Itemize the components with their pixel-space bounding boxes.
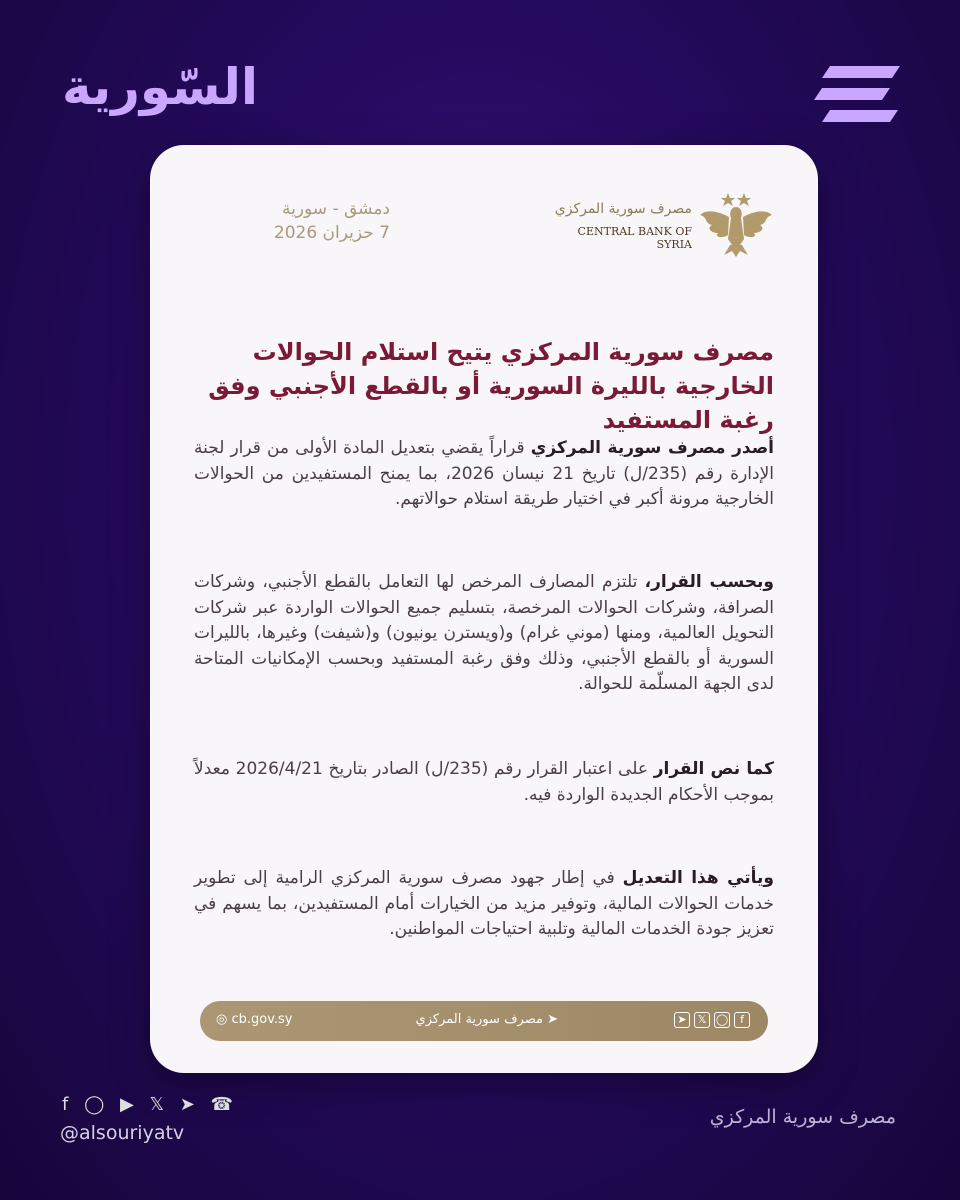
- social-handle: @alsouriyatv: [60, 1122, 185, 1144]
- paragraph-text: في إطار جهود مصرف سورية المركزي الرامية إلى تطوير خدمات الحوالات المالية، وتوفير مزيد من الخيارات أمام المستفيدين، بما يسهم في تعزيز جودة الخدمات المالية وتلبية احتياجات المواطنين.: [194, 868, 774, 939]
- paragraph-text: قراراً يقضي بتعديل المادة الأولى من قرار لجنة الإدارة رقم (235/ل) تاريخ 21 نيسان 2026، بما يمنح المستفيدين من الحوالات الخارجية مرونة أكبر في اختيار طريقة استلام حوالاتهم.: [194, 438, 775, 509]
- paragraph-lead: وبحسب القرار،: [644, 572, 774, 592]
- bottom-social-icons: [62, 1094, 243, 1115]
- x-icon[interactable]: 𝕏: [149, 1094, 165, 1115]
- website-text: cb.gov.sy: [231, 1012, 293, 1027]
- paragraph-text: تلتزم المصارف المرخص لها التعامل بالقطع الأجنبي، وشركات الصرافة، وشركات الحوالات المرخصة، بتسليم جميع الحوالات الواردة عبر شركات التحويل العالمية، ومنها (موني غرام) و(ويسترن يونيون) و(شيفت) وغيرها، بالليرات السورية أو بالقطع الأجنبي، وذلك وفق رغبة المستفيد وبحسب الإمكانيات المتاحة لدى الجهة المسلّمة للحوالة.: [194, 572, 774, 694]
- instagram-icon[interactable]: ◯: [84, 1094, 105, 1115]
- footer-name-text: مصرف سورية المركزي: [415, 1012, 543, 1027]
- paragraph-3: [194, 757, 774, 808]
- headline: مصرف سورية المركزي يتيح استلام الحوالات الخارجية بالليرة السورية أو بالقطع الأجنبي وفق رغبة المستفيد: [208, 338, 774, 434]
- paragraph-text: على اعتبار القرار رقم (235/ل) الصادر بتاريخ 2026/4/21 معدلاً بموجب الأحكام الجديدة الواردة فيه.: [194, 759, 774, 805]
- announcement-card: [150, 145, 818, 1073]
- eagle-icon: [698, 189, 774, 259]
- paragraph-2: [194, 570, 774, 698]
- youtube-icon[interactable]: ▶: [119, 1094, 134, 1115]
- paragraph-lead: ويأتي هذا التعديل: [622, 868, 774, 888]
- card-footer: [200, 1001, 768, 1041]
- bottom-bank-name: مصرف سورية المركزي: [709, 1106, 896, 1128]
- footer-bank-name: ➤ مصرف سورية المركزي: [415, 1012, 558, 1027]
- bank-name-en: CENTRAL BANK OF SYRIA: [577, 225, 692, 251]
- instagram-icon[interactable]: ◯: [715, 1013, 729, 1026]
- facebook-icon[interactable]: f: [62, 1094, 69, 1115]
- paragraph-lead: أصدر مصرف سورية المركزي: [530, 438, 774, 458]
- facebook-icon[interactable]: f: [734, 1012, 750, 1028]
- bank-name-ar: مصرف سورية المركزي: [554, 201, 692, 217]
- date-location: دمشق - سورية: [281, 199, 390, 219]
- telegram-icon[interactable]: ➤: [179, 1094, 195, 1115]
- paragraph-1: [194, 436, 774, 513]
- date-value: 7 حزيران 2026: [273, 223, 390, 243]
- paragraph-lead: كما نص القرار: [653, 759, 775, 779]
- x-icon[interactable]: 𝕏: [694, 1012, 710, 1028]
- date-block: [190, 197, 390, 245]
- brand-logo: السّورية: [62, 58, 259, 116]
- brand-mark-icon: [812, 60, 902, 130]
- footer-social-icons: [670, 1012, 750, 1028]
- website-link[interactable]: ◎ cb.gov.sy: [216, 1012, 293, 1027]
- whatsapp-icon[interactable]: ☎: [210, 1094, 234, 1115]
- paragraph-4: [194, 866, 774, 943]
- bank-logo: [544, 189, 774, 259]
- telegram-icon[interactable]: ➤: [674, 1012, 690, 1028]
